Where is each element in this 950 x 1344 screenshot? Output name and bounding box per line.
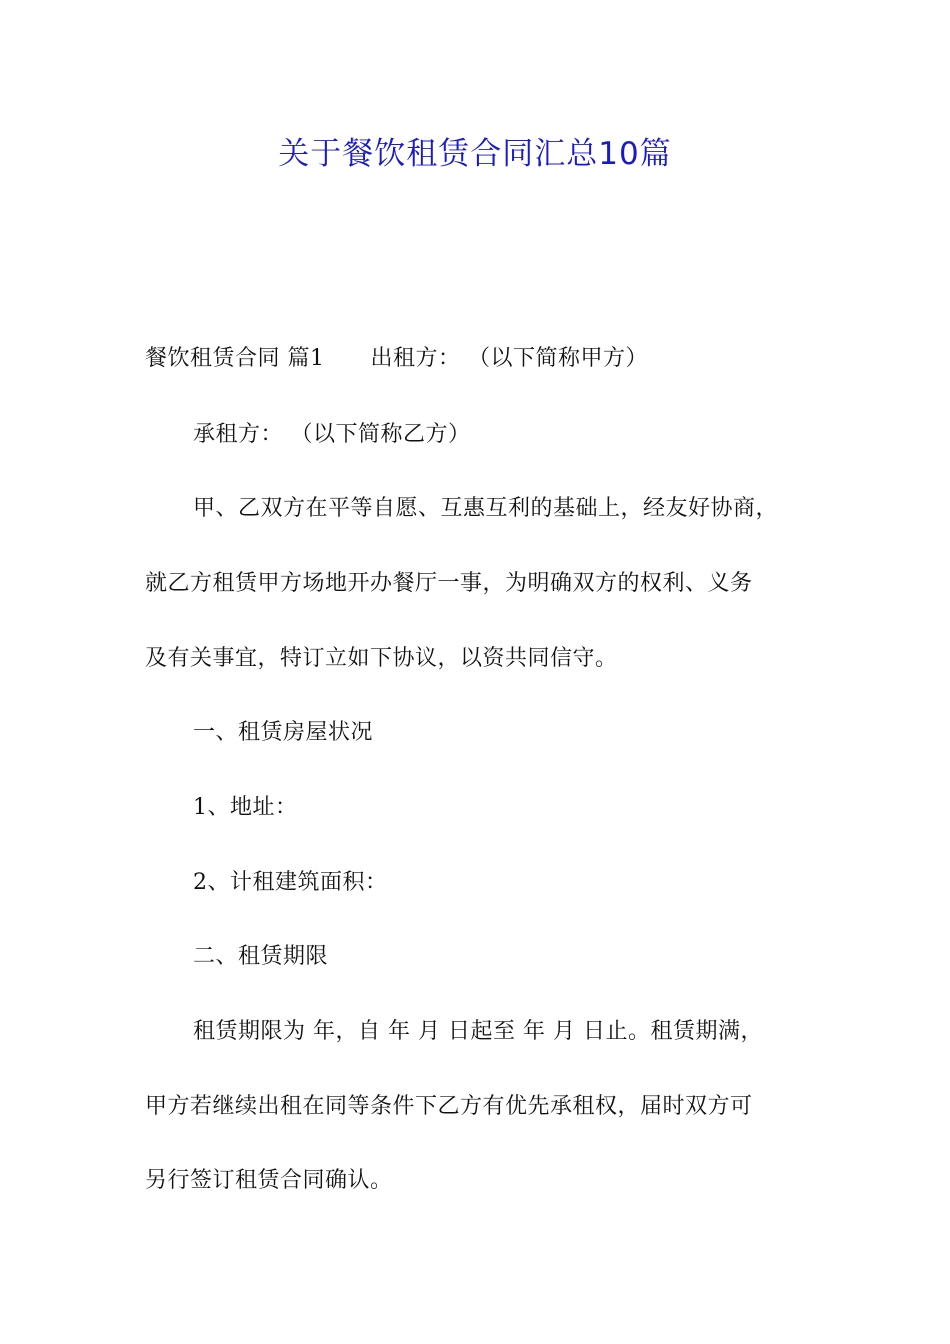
section-heading: 二、租赁期限: [193, 944, 329, 969]
list-item: 1、地址：: [193, 795, 298, 820]
paragraph-line: 及有关事宜，特订立如下协议，以资共同信守。: [145, 646, 618, 671]
document-title: 关于餐饮租赁合同汇总10篇: [278, 136, 672, 172]
lessor-line: 出租方： （以下简称甲方）: [370, 346, 648, 371]
lessee-line: 承租方： （以下简称乙方）: [193, 422, 471, 447]
paragraph-line: 租赁期限为 年，自 年 月 日起至 年 月 日止。租赁期满，: [193, 1019, 763, 1044]
contract-header-line: [145, 342, 648, 376]
paragraph-line: 就乙方租赁甲方场地开办餐厅一事，为明确双方的权利、义务: [145, 571, 753, 596]
section-label: 餐饮租赁合同 篇1: [145, 346, 325, 371]
section-heading: 一、租赁房屋状况: [193, 720, 374, 745]
paragraph-line: 另行签订租赁合同确认。: [145, 1168, 393, 1193]
paragraph-line: 甲方若继续出租在同等条件下乙方有优先承租权，届时双方可: [145, 1094, 753, 1119]
paragraph-line: 甲、乙双方在平等自愿、互惠互利的基础上，经友好协商，: [193, 496, 779, 521]
list-item: 2、计租建筑面积：: [193, 870, 388, 895]
